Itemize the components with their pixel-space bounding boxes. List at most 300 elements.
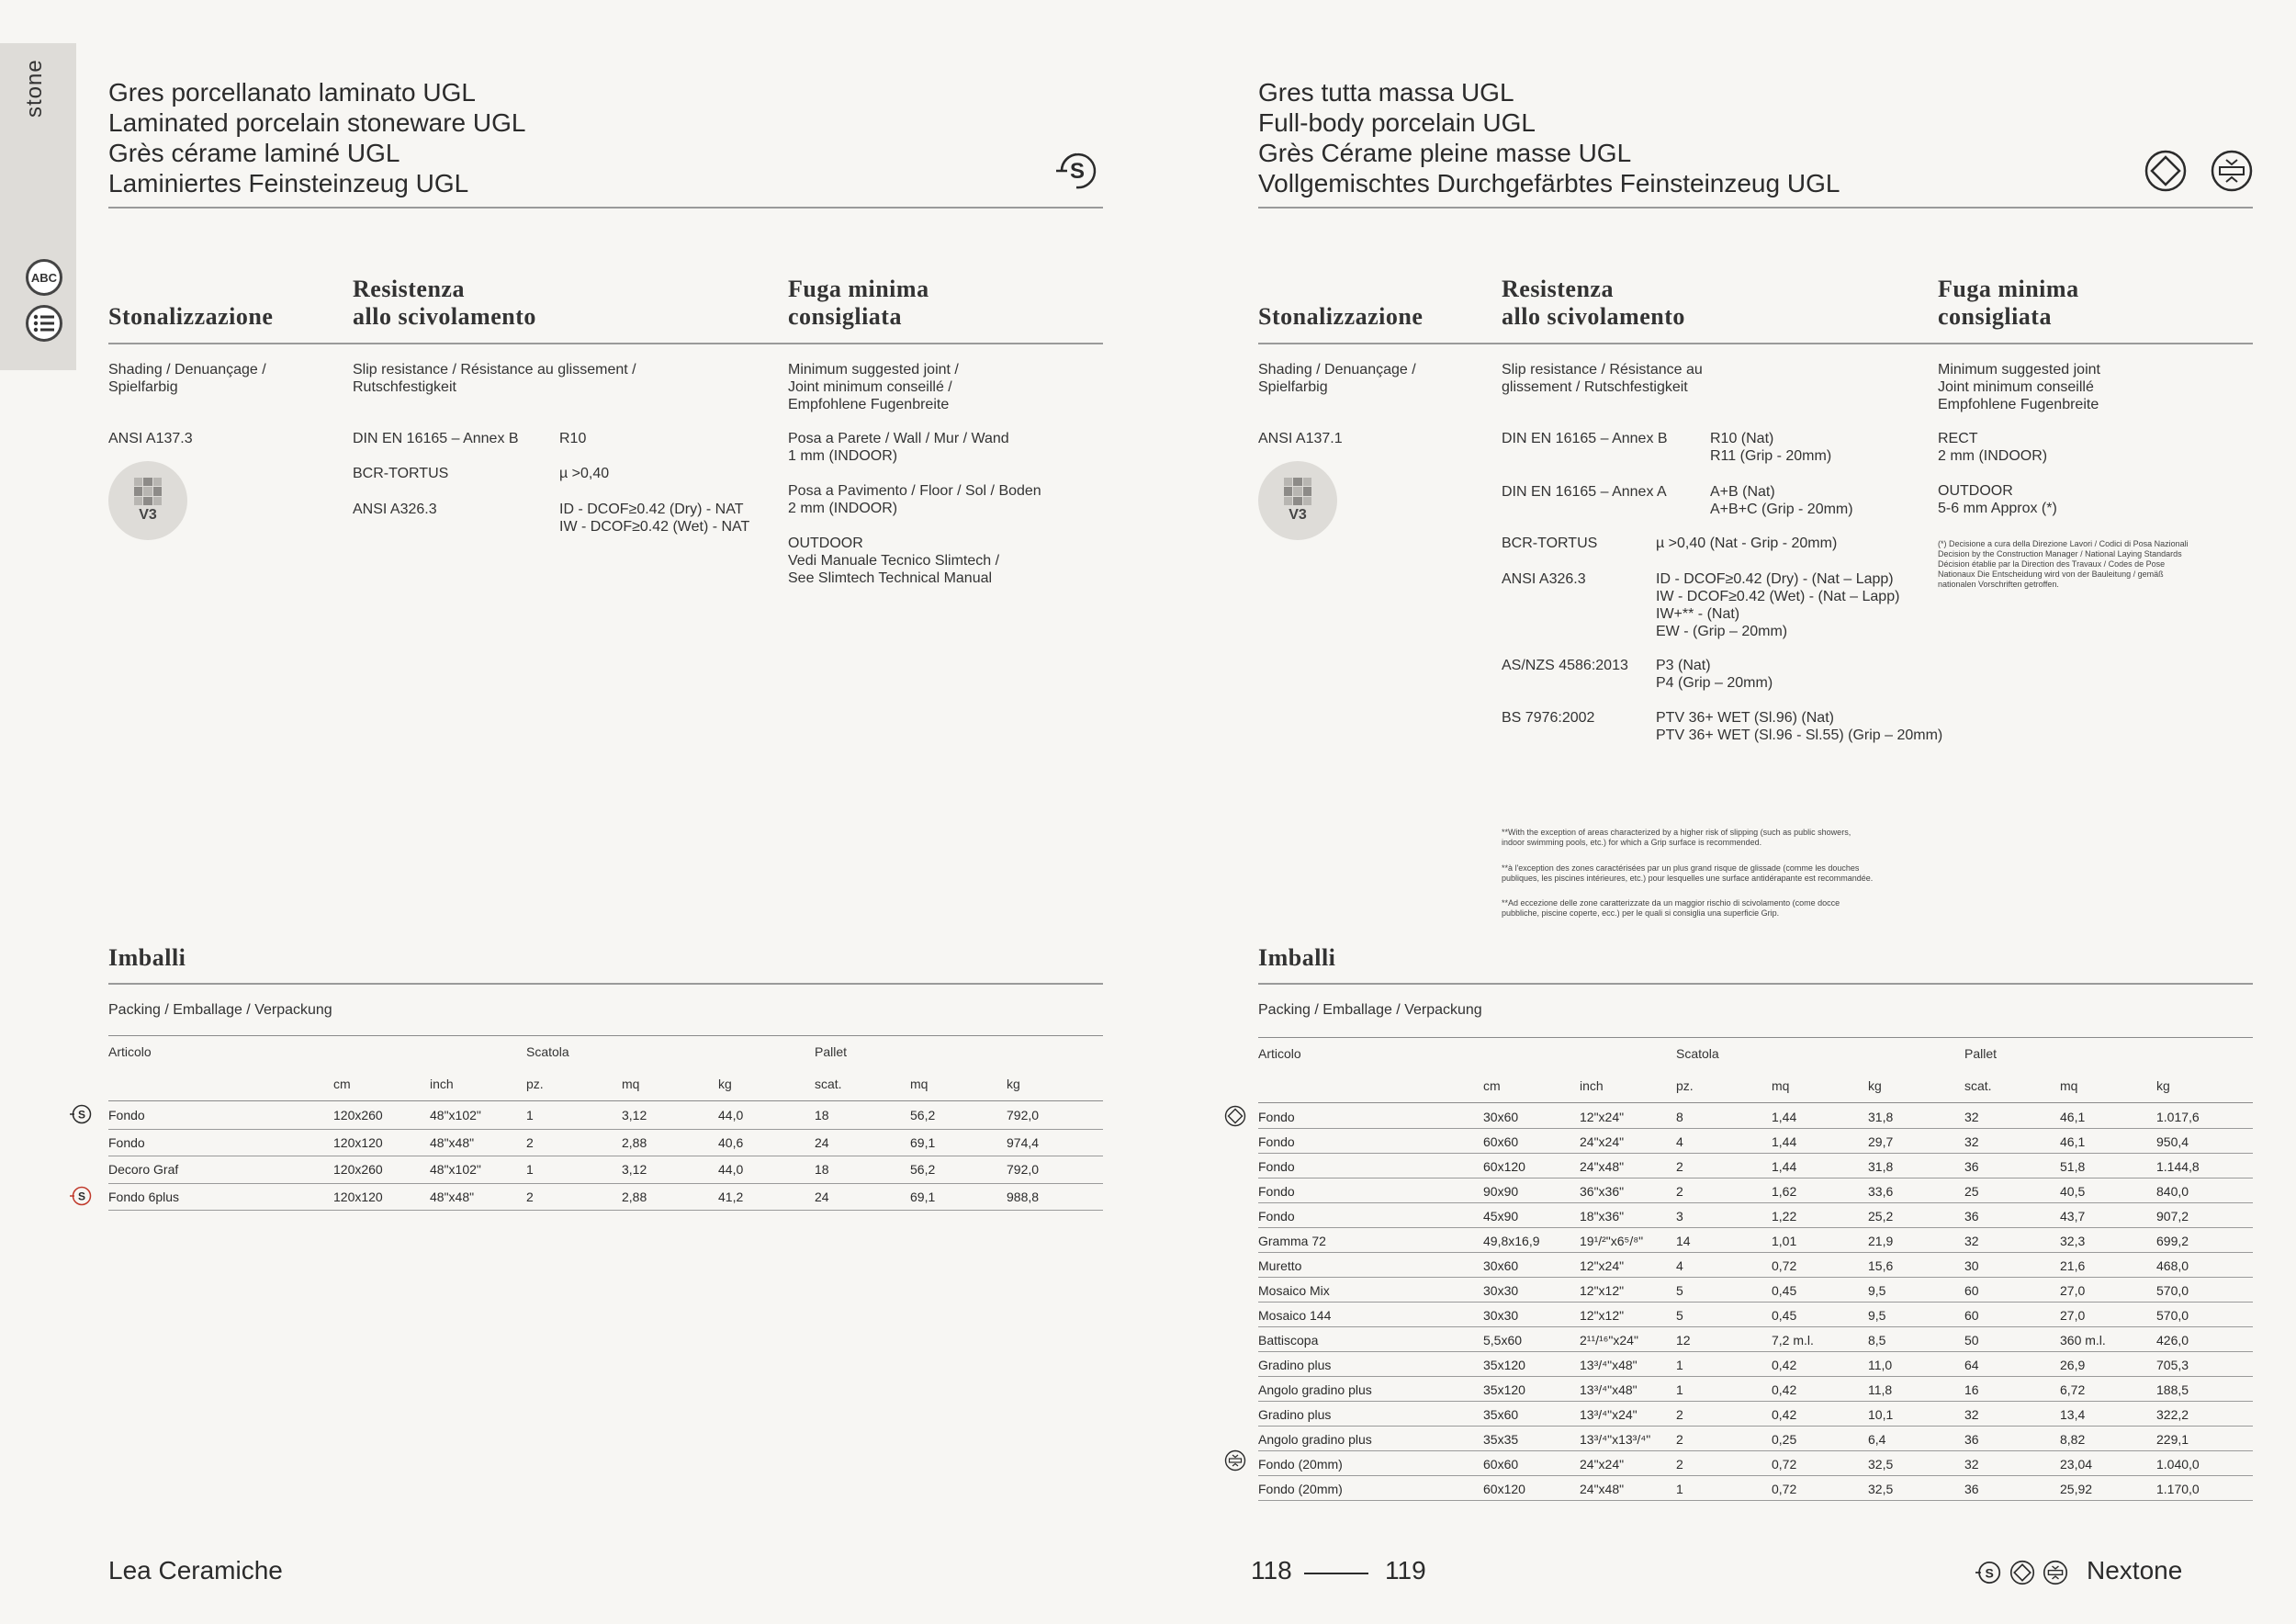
- text-line: ID - DCOF≥0.42 (Dry) - NAT: [559, 502, 744, 517]
- col-articolo: Articolo: [1258, 1046, 1301, 1061]
- left-title: [108, 77, 525, 198]
- table-cell: 1: [1676, 1382, 1683, 1397]
- table-cell: 229,1: [2156, 1432, 2189, 1447]
- table-cell: 988,8: [1007, 1189, 1040, 1204]
- table-cell: 0,42: [1772, 1407, 1797, 1422]
- svg-text:S: S: [1985, 1565, 1994, 1581]
- col-heading-shading: Stonalizzazione: [108, 303, 274, 330]
- table-cell: 44,0: [718, 1108, 744, 1122]
- table-cell: 2: [1676, 1184, 1683, 1199]
- slimtech-row-icon: [70, 1103, 92, 1125]
- col-heading-joint: [788, 276, 929, 331]
- ansi-standard: ANSI A137.1: [1258, 431, 1343, 446]
- table-cell: 56,2: [910, 1108, 936, 1122]
- table-cell: 6,4: [1868, 1432, 1886, 1447]
- table-cell: 13³/⁴"x48": [1580, 1382, 1638, 1397]
- text-line: 1 mm (INDOOR): [788, 448, 898, 464]
- heading-line: allo scivolamento: [1502, 303, 1685, 330]
- table-cell: Battiscopa: [1258, 1333, 1319, 1348]
- table-cell: Gradino plus: [1258, 1407, 1332, 1422]
- col-heading-slip: [1502, 276, 1685, 331]
- table-cell: Fondo: [108, 1108, 145, 1122]
- text-line: IW - DCOF≥0.42 (Wet) - NAT: [559, 519, 750, 535]
- table-cell: 24"x48": [1580, 1159, 1625, 1174]
- table-cell: Fondo 6plus: [108, 1189, 180, 1204]
- table-cell: 2: [1676, 1407, 1683, 1422]
- table-cell: 35x60: [1483, 1407, 1519, 1422]
- slip-key: AS/NZS 4586:2013: [1502, 658, 1628, 673]
- text-line: Joint minimum conseillé /: [788, 379, 952, 395]
- shading-swatch-icon: [1284, 478, 1311, 505]
- text-line: Vedi Manuale Tecnico Slimtech /: [788, 553, 1000, 569]
- table-row: [108, 1184, 1103, 1212]
- table-cell: 30x30: [1483, 1283, 1519, 1298]
- text-line: OUTDOOR: [1938, 483, 2013, 499]
- slip-footnote-en: [1502, 828, 1851, 848]
- table-cell: 24"x24": [1580, 1134, 1625, 1149]
- table-cell: 907,2: [2156, 1209, 2189, 1224]
- col-pallet-mq: mq: [2060, 1078, 2078, 1093]
- table-cell: 44,0: [718, 1162, 744, 1177]
- table-cell: 12"x24": [1580, 1110, 1625, 1124]
- slip-value: [1656, 570, 1899, 640]
- text-line: Minimum suggested joint: [1938, 362, 2100, 378]
- table-cell: 840,0: [2156, 1184, 2189, 1199]
- joint-outdoor: [788, 535, 999, 587]
- slip-value: µ >0,40: [559, 466, 610, 481]
- packing-subtitle: Packing / Emballage / Verpackung: [1258, 1002, 1482, 1018]
- right-packing-table: [1258, 1044, 2253, 1504]
- text-line: Slip resistance / Résistance au glissement /: [353, 362, 636, 378]
- table-cell: 1,22: [1772, 1209, 1797, 1224]
- text-line: PTV 36+ WET (Sl.96) (Nat): [1656, 710, 1834, 726]
- table-cell: 40,5: [2060, 1184, 2086, 1199]
- table-cell: 48"x102": [430, 1162, 481, 1177]
- text-line: RECT: [1938, 431, 1978, 446]
- table-cell: Mosaico Mix: [1258, 1283, 1330, 1298]
- shading-subtitle: [108, 361, 266, 396]
- packing-title: Imballi: [108, 944, 186, 971]
- text-line: P4 (Grip – 20mm): [1656, 675, 1773, 691]
- table-row: [1258, 1476, 2253, 1501]
- full-body-icon: [2009, 1560, 2035, 1585]
- table-cell: 32: [1964, 1134, 1979, 1149]
- table-cell: 32,5: [1868, 1482, 1894, 1496]
- table-cell: 1,01: [1772, 1234, 1797, 1248]
- table-cell: 27,0: [2060, 1283, 2086, 1298]
- table-cell: 33,6: [1868, 1184, 1894, 1199]
- table-cell: 9,5: [1868, 1308, 1886, 1323]
- table-cell: 570,0: [2156, 1283, 2189, 1298]
- col-scat: scat.: [1964, 1078, 1992, 1093]
- table-cell: 19¹/²"x6⁵/⁸": [1580, 1234, 1644, 1248]
- table-cell: 90x90: [1483, 1184, 1519, 1199]
- table-cell: Fondo: [108, 1134, 145, 1150]
- table-cell: 69,1: [910, 1134, 936, 1150]
- text-line: R10 (Nat): [1710, 431, 1774, 446]
- col-articolo: Articolo: [108, 1044, 152, 1059]
- slip-key: DIN EN 16165 – Annex B: [353, 431, 519, 446]
- table-cell: 120x260: [333, 1162, 383, 1177]
- table-cell: 48"x48": [430, 1134, 475, 1150]
- col-cm: cm: [1483, 1078, 1501, 1093]
- shading-grade: V3: [139, 507, 157, 523]
- table-cell: 0,25: [1772, 1432, 1797, 1447]
- heading-line: consigliata: [788, 303, 902, 330]
- table-cell: 30x30: [1483, 1308, 1519, 1323]
- text-line: Empfohlene Fugenbreite: [788, 397, 950, 412]
- table-cell: 3: [1676, 1209, 1683, 1224]
- table-cell: 46,1: [2060, 1134, 2086, 1149]
- slip-footnote-fr: [1502, 863, 1873, 884]
- table-cell: 705,3: [2156, 1358, 2189, 1372]
- text-line: 5-6 mm Approx (*): [1938, 501, 2057, 516]
- table-cell: 5: [1676, 1283, 1683, 1298]
- table-row: [1258, 1327, 2253, 1352]
- text-line: nationalen Vorschriften getroffen.: [1938, 580, 2059, 589]
- col-scatola: Scatola: [1676, 1046, 1719, 1061]
- table-row: [1258, 1154, 2253, 1179]
- table-cell: 974,4: [1007, 1134, 1040, 1150]
- text-line: Joint minimum conseillé: [1938, 379, 2094, 395]
- table-cell: 60x60: [1483, 1134, 1519, 1149]
- text-line: Nationaux Die Entscheidung wird von der Bauleitung / gemäß: [1938, 570, 2164, 579]
- table-top-rule: [108, 1035, 1103, 1036]
- col-pallet: Pallet: [815, 1044, 848, 1059]
- table-cell: 5,5x60: [1483, 1333, 1523, 1348]
- table-cell: Mosaico 144: [1258, 1308, 1332, 1323]
- svg-text:S: S: [1069, 159, 1086, 184]
- table-row: [1258, 1402, 2253, 1427]
- col-pallet-mq: mq: [910, 1077, 929, 1091]
- table-cell: 36"x36": [1580, 1184, 1625, 1199]
- table-row: [1258, 1253, 2253, 1278]
- table-cell: 32: [1964, 1407, 1979, 1422]
- col-pallet-kg: kg: [1007, 1077, 1020, 1091]
- table-cell: Gramma 72: [1258, 1234, 1326, 1248]
- col-mq: mq: [622, 1077, 640, 1091]
- svg-text:S: S: [77, 1108, 86, 1122]
- ansi-standard: ANSI A137.3: [108, 431, 193, 446]
- table-cell: 25: [1964, 1184, 1979, 1199]
- table-cell: 2: [526, 1189, 534, 1204]
- table-cell: 1,44: [1772, 1159, 1797, 1174]
- table-cell: Fondo: [1258, 1134, 1295, 1149]
- full-body-row-icon: [1224, 1105, 1246, 1127]
- table-cell: 23,04: [2060, 1457, 2093, 1472]
- slip-key: DIN EN 16165 – Annex A: [1502, 484, 1667, 500]
- joint-wall: [788, 430, 1009, 465]
- table-cell: 60x120: [1483, 1482, 1525, 1496]
- table-cell: 0,42: [1772, 1382, 1797, 1397]
- table-cell: 14: [1676, 1234, 1691, 1248]
- col-cm: cm: [333, 1077, 351, 1091]
- text-line: publiques, les piscines intérieures, etc.) pour lesquelles une surface antidérapante est recommandée.: [1502, 874, 1874, 883]
- table-cell: 12"x12": [1580, 1308, 1625, 1323]
- table-cell: 1: [1676, 1482, 1683, 1496]
- table-cell: Muretto: [1258, 1258, 1302, 1273]
- text-line: **à l'exception des zones caractérisées par un plus grand risque de glissade (comme les douches: [1502, 863, 1860, 873]
- table-cell: 12"x24": [1580, 1258, 1625, 1273]
- col-pallet: Pallet: [1964, 1046, 1998, 1061]
- slip-value: µ >0,40 (Nat - Grip - 20mm): [1656, 536, 1838, 551]
- slip-key: ANSI A326.3: [1502, 571, 1586, 587]
- text-line: Spielfarbig: [1258, 379, 1328, 395]
- text-line: P3 (Nat): [1656, 658, 1711, 673]
- table-cell: 15,6: [1868, 1258, 1894, 1273]
- table-cell: 3,12: [622, 1162, 647, 1177]
- table-cell: 69,1: [910, 1189, 936, 1204]
- right-title: [1258, 77, 1840, 198]
- table-cell: 51,8: [2060, 1159, 2086, 1174]
- table-cell: Fondo: [1258, 1184, 1295, 1199]
- slip-key: BCR-TORTUS: [353, 466, 449, 481]
- table-cell: Fondo: [1258, 1209, 1295, 1224]
- text-line: OUTDOOR: [788, 536, 863, 551]
- table-cell: 48"x48": [430, 1189, 475, 1204]
- table-cell: 29,7: [1868, 1134, 1894, 1149]
- table-row: [1258, 1278, 2253, 1303]
- text-line: IW+** - (Nat): [1656, 606, 1740, 622]
- table-cell: 1.040,0: [2156, 1457, 2200, 1472]
- text-line: Posa a Parete / Wall / Mur / Wand: [788, 431, 1009, 446]
- text-line: Décision établie par la Direction des Travaux / Codes de Pose: [1938, 559, 2166, 569]
- table-cell: 426,0: [2156, 1333, 2189, 1348]
- table-cell: 24: [815, 1134, 829, 1150]
- text-line: ID - DCOF≥0.42 (Dry) - (Nat – Lapp): [1656, 571, 1894, 587]
- table-cell: Fondo (20mm): [1258, 1457, 1343, 1472]
- table-cell: 1: [1676, 1358, 1683, 1372]
- table-cell: 24: [815, 1189, 829, 1204]
- col-heading-shading: Stonalizzazione: [1258, 303, 1424, 330]
- table-cell: 60x120: [1483, 1159, 1525, 1174]
- header-rule: [108, 343, 1103, 344]
- thickness-20mm-icon: [2043, 1560, 2068, 1585]
- joint-subtitle: [788, 361, 959, 413]
- table-cell: 43,7: [2060, 1209, 2086, 1224]
- col-inch: inch: [430, 1077, 454, 1091]
- table-cell: 11,0: [1868, 1358, 1893, 1372]
- table-row: [1258, 1228, 2253, 1253]
- text-line: Shading / Denuançage /: [1258, 362, 1416, 378]
- table-cell: 2: [1676, 1457, 1683, 1472]
- table-cell: Decoro Graf: [108, 1162, 179, 1177]
- col-scat: scat.: [815, 1077, 842, 1091]
- table-row: [1258, 1352, 2253, 1377]
- table-cell: 8,82: [2060, 1432, 2086, 1447]
- text-line: R11 (Grip - 20mm): [1710, 448, 1832, 464]
- table-cell: 2¹¹/¹⁶"x24": [1580, 1333, 1638, 1348]
- table-cell: 32,3: [2060, 1234, 2086, 1248]
- title-rule: [108, 207, 1103, 209]
- table-cell: 48"x102": [430, 1108, 481, 1122]
- heading-line: consigliata: [1938, 303, 2052, 330]
- table-cell: 35x120: [1483, 1358, 1525, 1372]
- text-line: A+B+C (Grip - 20mm): [1710, 502, 1853, 517]
- text-line: Spielfarbig: [108, 379, 178, 395]
- table-cell: 31,8: [1868, 1159, 1894, 1174]
- title-line: Full-body porcelain UGL: [1258, 108, 1536, 137]
- table-row: [1258, 1129, 2253, 1154]
- title-line: Laminated porcelain stoneware UGL: [108, 108, 526, 137]
- packing-rule: [1258, 983, 2253, 985]
- packing-rule: [108, 983, 1103, 985]
- title-line: Gres porcellanato laminato UGL: [108, 78, 476, 107]
- table-cell: 4: [1676, 1134, 1683, 1149]
- collection-name: Nextone: [2087, 1556, 2183, 1585]
- table-cell: Angolo gradino plus: [1258, 1382, 1372, 1397]
- slimtech-icon: [1975, 1560, 2001, 1585]
- title-line: Vollgemischtes Durchgefärbtes Feinsteinzeug UGL: [1258, 169, 1840, 197]
- table-cell: 1,44: [1772, 1110, 1797, 1124]
- table-cell: 1.144,8: [2156, 1159, 2200, 1174]
- brand-name: Lea Ceramiche: [108, 1556, 283, 1585]
- table-cell: 18"x36": [1580, 1209, 1625, 1224]
- table-cell: 31,8: [1868, 1110, 1894, 1124]
- table-cell: 46,1: [2060, 1110, 2086, 1124]
- table-cell: 49,8x16,9: [1483, 1234, 1540, 1248]
- table-cell: 24"x24": [1580, 1457, 1625, 1472]
- table-cell: 1.170,0: [2156, 1482, 2200, 1496]
- text-line: Decision by the Construction Manager / National Laying Standards: [1938, 549, 2182, 558]
- text-line: pubbliche, piscine coperte, ecc.) per le quali si consiglia una superficie Grip.: [1502, 908, 1780, 918]
- packing-title: Imballi: [1258, 944, 1336, 971]
- table-cell: 2: [1676, 1432, 1683, 1447]
- table-row: [1258, 1303, 2253, 1327]
- table-cell: 9,5: [1868, 1283, 1886, 1298]
- table-cell: 13³/⁴"x48": [1580, 1358, 1638, 1372]
- table-cell: 13,4: [2060, 1407, 2086, 1422]
- table-cell: 1: [526, 1162, 534, 1177]
- table-cell: 1.017,6: [2156, 1110, 2200, 1124]
- shading-grade: V3: [1289, 507, 1307, 523]
- page-number-left: 118: [1251, 1556, 1292, 1585]
- table-cell: Angolo gradino plus: [1258, 1432, 1372, 1447]
- table-cell: 699,2: [2156, 1234, 2189, 1248]
- slimtech-6plus-row-icon: [70, 1185, 92, 1207]
- table-cell: 32: [1964, 1457, 1979, 1472]
- table-cell: 18: [815, 1108, 829, 1122]
- joint-footnote: [1938, 539, 2189, 590]
- joint-rect: [1938, 430, 2047, 465]
- table-row: [1258, 1203, 2253, 1228]
- text-line: IW - DCOF≥0.42 (Wet) - (Nat – Lapp): [1656, 589, 1900, 604]
- table-cell: 32,5: [1868, 1457, 1894, 1472]
- table-cell: 11,8: [1868, 1382, 1893, 1397]
- table-cell: 7,2 m.l.: [1772, 1333, 1814, 1348]
- col-pallet-kg: kg: [2156, 1078, 2170, 1093]
- header-rule: [1258, 343, 2253, 344]
- table-cell: 45x90: [1483, 1209, 1519, 1224]
- table-cell: 35x35: [1483, 1432, 1519, 1447]
- text-line: **With the exception of areas characterized by a higher risk of slipping (such as public showers,: [1502, 828, 1851, 837]
- text-line: 2 mm (INDOOR): [1938, 448, 2048, 464]
- table-cell: 0,72: [1772, 1258, 1797, 1273]
- slip-value: [1656, 657, 1773, 692]
- text-line: Empfohlene Fugenbreite: [1938, 397, 2099, 412]
- text-line: PTV 36+ WET (Sl.96 - Sl.55) (Grip – 20mm): [1656, 727, 1943, 743]
- table-cell: 32: [1964, 1110, 1979, 1124]
- shading-swatch-icon: [134, 478, 162, 505]
- text-line: (*) Decisione a cura della Direzione Lavori / Codici di Posa Nazionali: [1938, 539, 2189, 548]
- title-line: Grès Cérame pleine masse UGL: [1258, 139, 1632, 167]
- abc-icon[interactable]: ABC: [26, 259, 62, 296]
- table-cell: 21,9: [1868, 1234, 1894, 1248]
- table-row: [108, 1130, 1103, 1157]
- full-body-icon: [2144, 149, 2188, 193]
- text-line: A+B (Nat): [1710, 484, 1775, 500]
- slip-key: DIN EN 16165 – Annex B: [1502, 431, 1668, 446]
- table-cell: 120x120: [333, 1134, 383, 1150]
- table-cell: 792,0: [1007, 1162, 1040, 1177]
- heading-line: Fuga minima: [1938, 276, 2079, 302]
- table-cell: 36: [1964, 1159, 1979, 1174]
- col-pz: pz.: [1676, 1078, 1694, 1093]
- header-rule: [1258, 1102, 2253, 1103]
- heading-line: Fuga minima: [788, 276, 929, 302]
- table-row: [1258, 1427, 2253, 1451]
- table-cell: 1,44: [1772, 1134, 1797, 1149]
- table-cell: 570,0: [2156, 1308, 2189, 1323]
- heading-line: Resistenza: [353, 276, 465, 302]
- table-cell: 950,4: [2156, 1134, 2189, 1149]
- list-icon[interactable]: [26, 305, 62, 342]
- table-row: [1258, 1179, 2253, 1203]
- table-cell: 16: [1964, 1382, 1979, 1397]
- table-cell: 792,0: [1007, 1108, 1040, 1122]
- table-cell: 3,12: [622, 1108, 647, 1122]
- table-cell: 360 m.l.: [2060, 1333, 2106, 1348]
- sidebar-category-label: stone: [22, 59, 47, 118]
- packing-subtitle: Packing / Emballage / Verpackung: [108, 1002, 332, 1018]
- table-top-rule: [1258, 1037, 2253, 1038]
- shading-badge: [1258, 461, 1337, 540]
- slip-value: [1710, 430, 1831, 465]
- table-cell: 18: [815, 1162, 829, 1177]
- slip-value: [1710, 483, 1853, 518]
- heading-line: allo scivolamento: [353, 303, 536, 330]
- table-cell: 25,92: [2060, 1482, 2093, 1496]
- table-cell: 188,5: [2156, 1382, 2189, 1397]
- text-line: indoor swimming pools, etc.) for which a Grip surface is recommended.: [1502, 838, 1762, 847]
- slip-subtitle: [1502, 361, 1703, 396]
- table-cell: 6,72: [2060, 1382, 2086, 1397]
- table-cell: Fondo: [1258, 1110, 1295, 1124]
- table-cell: 60: [1964, 1283, 1979, 1298]
- table-row: [1258, 1451, 2253, 1476]
- table-cell: 30: [1964, 1258, 1979, 1273]
- table-cell: 56,2: [910, 1162, 936, 1177]
- col-heading-slip: [353, 276, 536, 331]
- text-line: Shading / Denuançage /: [108, 362, 266, 378]
- slip-value: [559, 501, 749, 536]
- text-line: Rutschfestigkeit: [353, 379, 456, 395]
- slip-key: BCR-TORTUS: [1502, 536, 1598, 551]
- table-row: [1258, 1104, 2253, 1129]
- table-cell: 41,2: [718, 1189, 744, 1204]
- table-cell: 468,0: [2156, 1258, 2189, 1273]
- shading-badge: [108, 461, 187, 540]
- text-line: Minimum suggested joint /: [788, 362, 959, 378]
- table-cell: 36: [1964, 1209, 1979, 1224]
- table-cell: 26,9: [2060, 1358, 2086, 1372]
- table-cell: 0,42: [1772, 1358, 1797, 1372]
- table-row: [108, 1156, 1103, 1184]
- table-cell: 2: [526, 1134, 534, 1150]
- svg-text:S: S: [77, 1190, 86, 1203]
- text-line: **Ad eccezione delle zone caratterizzate da un maggior rischio di scivolamento (come docce: [1502, 898, 1840, 908]
- col-heading-joint: [1938, 276, 2079, 331]
